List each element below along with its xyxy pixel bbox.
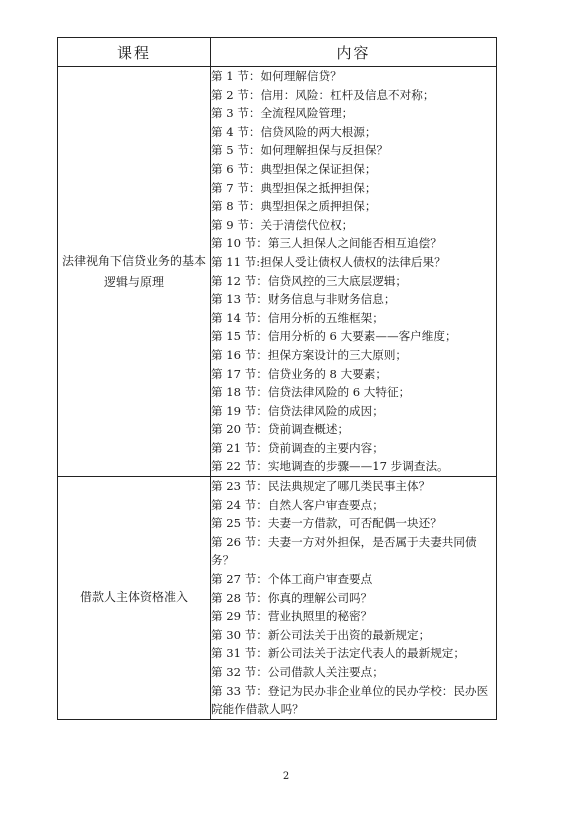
- list-item: 第 30 节：新公司法关于出资的最新规定；: [211, 627, 431, 642]
- page-number: 2: [282, 771, 290, 782]
- list-item: 第 28 节：你真的理解公司吗？: [211, 590, 373, 605]
- list-item: 第 13 节：财务信息与非财务信息；: [211, 292, 396, 307]
- course-table: [57, 37, 497, 720]
- list-item: 第 18 节：信贷法律风险的 6 大特征；: [211, 385, 411, 400]
- list-item: 第 16 节：担保方案设计的三大原则；: [211, 347, 408, 362]
- list-item: 第 4 节：信贷风险的两大根源；: [211, 124, 377, 139]
- content-list: [211, 67, 497, 477]
- list-item: 第 22 节：实地调查的步骤——17 步调查法。: [211, 459, 449, 474]
- list-item: 第 24 节：自然人客户审查要点；: [211, 497, 384, 512]
- list-item: 第 11 节:担保人受让债权人债权的法律后果？: [211, 254, 446, 269]
- list-item: 第 33 节：登记为民办非企业单位的民办学校：民办医院能作借款人吗？: [211, 683, 489, 717]
- list-item: 第 26 节：夫妻一方对外担保，是否属于夫妻共同债务？: [211, 534, 477, 568]
- table-row: [58, 67, 497, 477]
- list-item: 第 27 节：个体工商户审查要点: [211, 572, 373, 587]
- list-item: 第 32 节：公司借款人关注要点；: [211, 665, 384, 679]
- header-row: [58, 38, 497, 67]
- list-item: 第 10 节：第三人担保人之间能否相互追偿？: [211, 236, 442, 251]
- list-item: 第 8 节：典型担保之质押担保；: [211, 199, 377, 214]
- list-item: 第 23 节：民法典规定了哪几类民事主体？: [211, 479, 431, 494]
- list-item: 第 25 节：夫妻一方借款，可否配偶一块还？: [211, 516, 442, 531]
- list-item: 第 15 节：信用分析的 6 大要素——客户维度；: [211, 329, 457, 344]
- list-item: 第 12 节：信贷风控的三大底层逻辑；: [211, 273, 408, 288]
- header-course: 课程: [58, 38, 211, 67]
- content-list: [211, 477, 497, 720]
- list-item: 第 19 节：信贷法律风险的成因；: [211, 403, 384, 418]
- list-item: 第 31 节：新公司法关于法定代表人的最新规定；: [211, 646, 465, 661]
- list-item: 第 9 节：关于清偿代位权；: [211, 217, 354, 232]
- list-item: 第 7 节：典型担保之抵押担保；: [211, 180, 377, 195]
- course-name: 法律视角下信贷业务的基本逻辑与原理: [58, 67, 211, 477]
- list-item: 第 21 节：贷前调查的主要内容；: [211, 440, 384, 455]
- list-item: 第 3 节：全流程风险管理；: [211, 106, 354, 121]
- list-item: 第 14 节：信用分析的五维框架；: [211, 310, 384, 325]
- list-item: 第 5 节：如何理解担保与反担保？: [211, 143, 389, 158]
- list-item: 第 6 节：典型担保之保证担保；: [211, 161, 377, 176]
- list-item: 第 2 节：信用：风险：杠杆及信息不对称；: [211, 87, 435, 102]
- course-name: 借款人主体资格准入: [58, 477, 211, 720]
- header-content: 内容: [211, 38, 497, 67]
- list-item: 第 20 节：贷前调查概述；: [211, 422, 350, 437]
- list-item: 第 17 节：信贷业务的 8 大要素；: [211, 366, 387, 381]
- table-row: [58, 477, 497, 720]
- list-item: 第 29 节：营业执照里的秘密？: [211, 609, 373, 624]
- list-item: 第 1 节：如何理解信贷？: [211, 69, 342, 83]
